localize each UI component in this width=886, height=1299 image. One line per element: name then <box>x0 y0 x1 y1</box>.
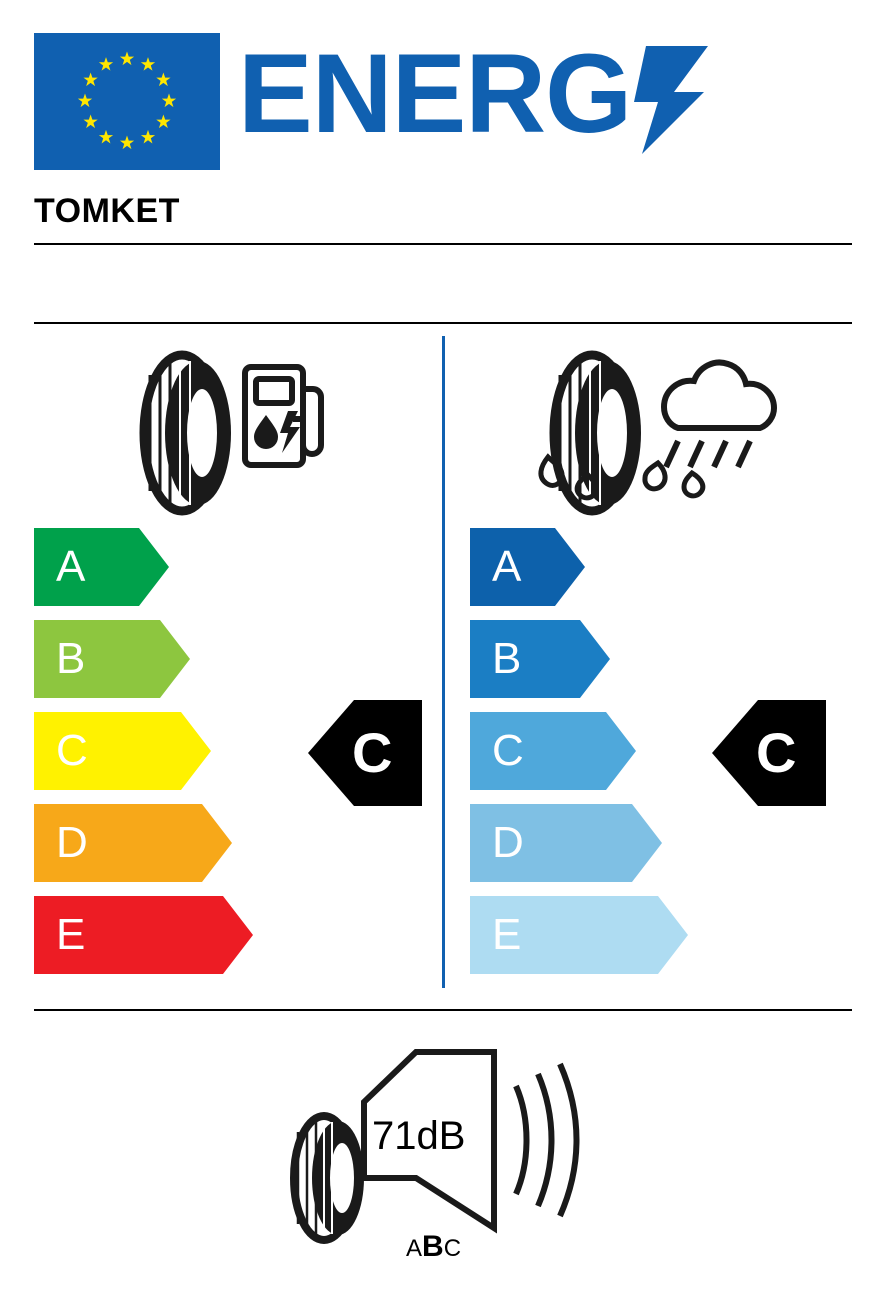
noise-section <box>276 1040 606 1265</box>
fuel-grade-letter-b: B <box>56 634 86 683</box>
wet-grade-letter-c: C <box>492 726 524 775</box>
noise-class-indicator <box>406 1230 461 1264</box>
brand-name: TOMKET <box>34 192 180 230</box>
fuel-grade-letter-a: A <box>56 542 86 591</box>
noise-class-c: C <box>443 1235 462 1262</box>
fuel-grade-letter-d: D <box>56 818 88 867</box>
wet-grade-letter-a: A <box>492 542 522 591</box>
wet-grip-icon-group <box>530 345 795 525</box>
fuel-efficiency-icon-group <box>120 345 325 525</box>
tyre-icon <box>294 1116 364 1240</box>
divider-under-brand <box>34 243 852 245</box>
noise-value: 71dB <box>372 1114 466 1158</box>
fuel-grade-letter-e: E <box>56 910 86 959</box>
lightning-bolt-icon <box>634 46 708 154</box>
noise-class-a: A <box>406 1235 423 1262</box>
fuel-efficiency-selected-marker <box>308 700 422 806</box>
wet-grade-letter-e: E <box>492 910 522 959</box>
divider-above-grades <box>34 322 852 324</box>
wet-grade-letter-d: D <box>492 818 524 867</box>
tyre-icon <box>144 355 231 511</box>
energy-wordmark <box>238 40 718 160</box>
wet-grade-bar-b <box>470 620 610 698</box>
wet-grip-selected-letter: C <box>756 721 797 784</box>
sound-waves-icon <box>516 1064 577 1216</box>
energy-word-text: ENERG <box>238 40 632 156</box>
fuel-grade-bar-a <box>34 528 169 606</box>
eu-flag-icon <box>34 33 220 170</box>
fuel-drop-bolt <box>254 411 300 453</box>
vertical-divider <box>442 336 445 988</box>
wet-grade-bar-a <box>470 528 585 606</box>
rain-cloud-icon <box>664 363 774 467</box>
fuel-grade-letter-c: C <box>56 726 88 775</box>
divider-above-noise <box>34 1009 852 1011</box>
fuel-efficiency-selected-letter: C <box>352 721 393 784</box>
wet-grade-letter-b: B <box>492 634 522 683</box>
wet-grip-selected-marker <box>712 700 826 806</box>
noise-class-selected: B <box>422 1230 444 1263</box>
